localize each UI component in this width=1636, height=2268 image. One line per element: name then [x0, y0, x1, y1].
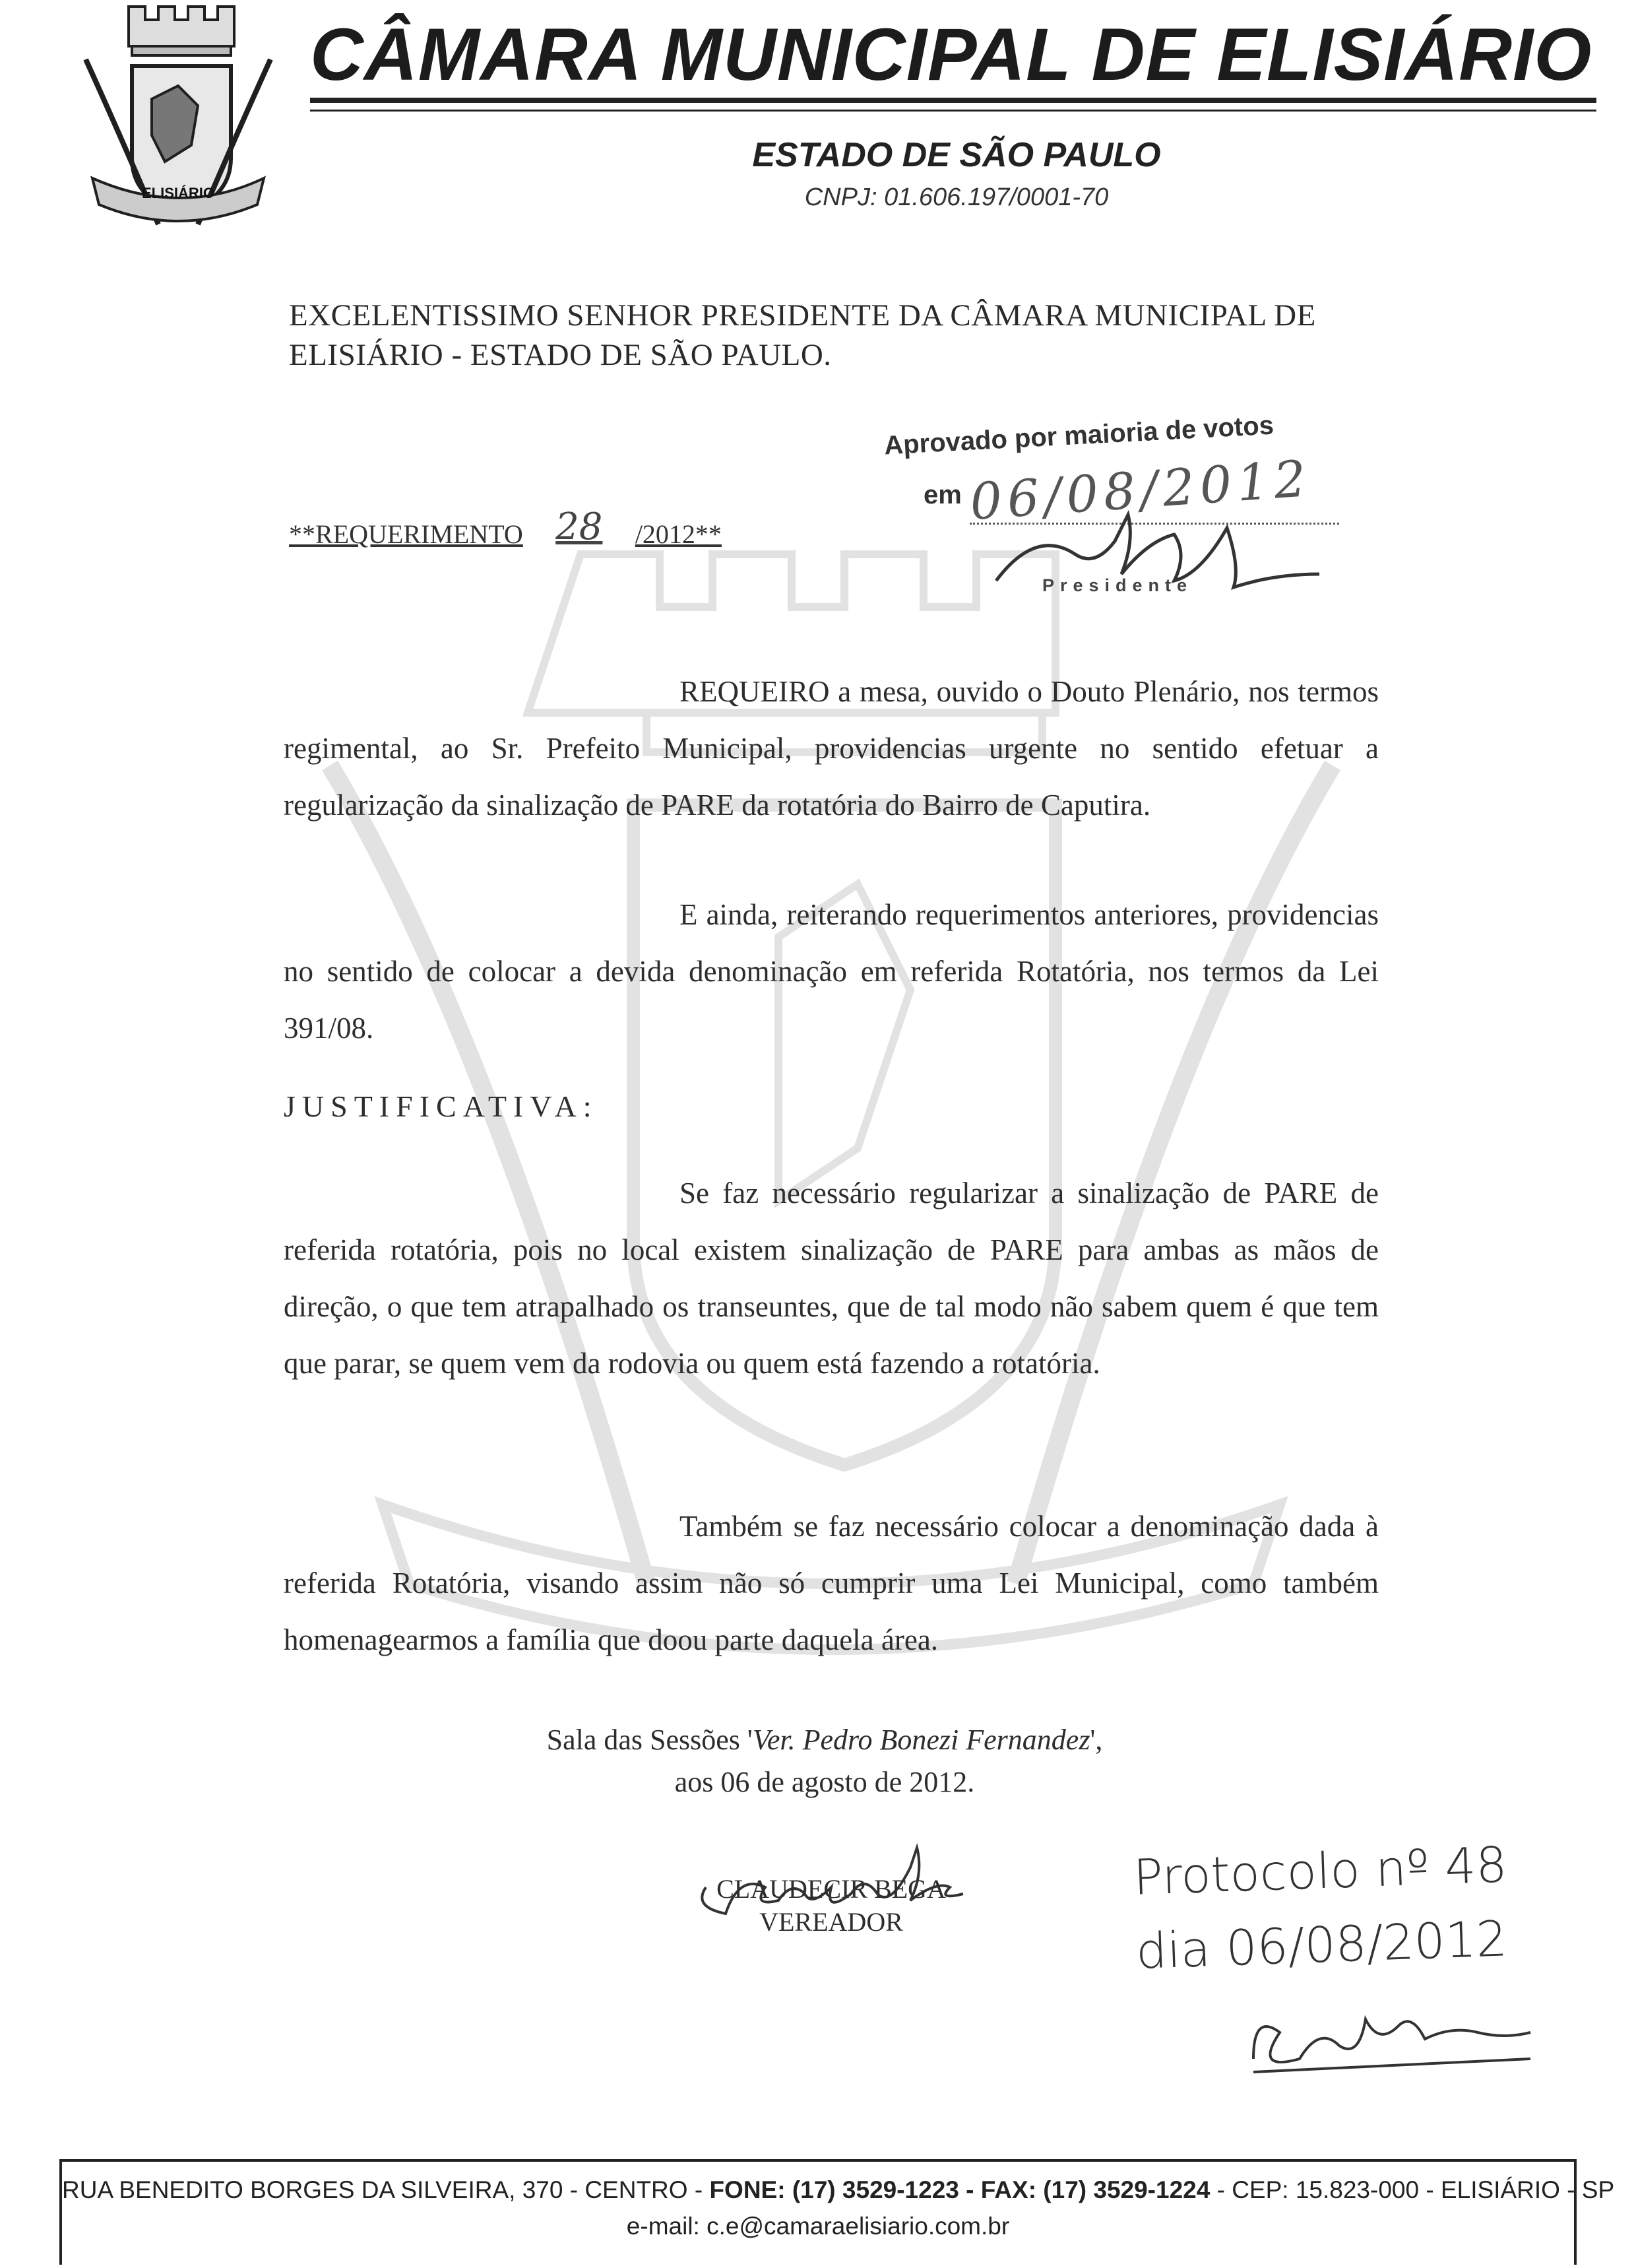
requerimento-suffix: /2012** — [635, 519, 722, 549]
approval-stamp-em: em — [924, 480, 962, 509]
footer-box — [59, 2159, 1577, 2265]
signer-role: VEREADOR — [759, 1907, 903, 1937]
footer-cep: - CEP: 15.823-000 - ELISIÁRIO - SP — [1210, 2176, 1615, 2203]
paragraph-justification: Se faz necessário regularizar a sinalização de PARE de referida rotatória, pois no local existem sinalização de PARE para ambas as mãos de direção, o que tem atrapalhado os transeuntes, que de tal modo não sabem quem é que tem que parar, se quem vem da rodovia ou quem está fazendo a rotatória. — [284, 1177, 1379, 1380]
footer-address-line — [62, 2176, 1615, 2204]
svg-text:ELISIÁRIO: ELISIÁRIO — [141, 185, 215, 201]
header-rule-thick — [310, 98, 1596, 103]
justification-heading: JUSTIFICATIVA: — [284, 1089, 598, 1123]
footer-phones: FONE: (17) 3529-1223 - FAX: (17) 3529-1224 — [709, 2176, 1211, 2203]
protocol-date: dia 06/08/2012 — [1135, 1910, 1509, 1980]
signer-block — [633, 1873, 1029, 1939]
municipal-crest-logo — [66, 0, 284, 238]
paragraph-denomination: Também se faz necessário colocar a denominação dada à referida Rotatória, visando assim não só cumprir uma Lei Municipal, como também homenagearmos a família que doou parte daquela área. — [284, 1510, 1379, 1656]
approval-stamp-date-handwritten: 06/08/2012 — [968, 449, 1313, 531]
protocol-note-handwritten — [1132, 1828, 1511, 1989]
footer-address: RUA BENEDITO BORGES DA SILVEIRA, 370 - CENTRO - — [62, 2176, 710, 2203]
approval-stamp-presidente: Presidente — [1042, 575, 1193, 595]
requerimento-prefix: **REQUERIMENTO — [289, 519, 523, 549]
header-rule-thin — [310, 110, 1596, 112]
addressee-line-1: EXCELENTISSIMO SENHOR PRESIDENTE DA CÂMARA MUNICIPAL DE — [289, 298, 1316, 333]
requerimento-line — [289, 505, 722, 552]
footer-email: e-mail: c.e@camaraelisiario.com.br — [626, 2213, 1010, 2240]
state-subtitle: ESTADO DE SÃO PAULO — [752, 136, 1161, 174]
page-title: CÂMARA MUNICIPAL DE ELISIÁRIO — [310, 13, 1592, 96]
cnpj-line: CNPJ: 01.606.197/0001-70 — [804, 183, 1109, 211]
signer-name: CLAUDECIR BEGA — [716, 1874, 946, 1904]
closing-block — [462, 1719, 1187, 1803]
paragraph-request: REQUEIRO a mesa, ouvido o Douto Plenário, nos termos regimental, ao Sr. Prefeito Municipal, providencias urgente no sentido efetuar a regularização da sinalização de PARE da rotatória do Bairro de Caputira. — [284, 675, 1379, 822]
approval-stamp-text: Aprovado por maioria de votos — [883, 410, 1274, 461]
protocol-number: Protocolo nº 48 — [1132, 1836, 1508, 1906]
addressee-block — [289, 296, 1377, 375]
closing-date-line: aos 06 de agosto de 2012. — [674, 1766, 975, 1798]
protocol-signature-image — [1234, 1980, 1550, 2092]
paragraph-reiteration: E ainda, reiterando requerimentos anteriores, providencias no sentido de colocar a devida denominação em referida Rotatória, nos termos da Lei 391/08. — [284, 898, 1379, 1045]
session-room-line: Sala das Sessões 'Ver. Pedro Bonezi Fernandez', — [546, 1724, 1103, 1756]
requerimento-number-handwritten: 28 — [555, 505, 603, 548]
addressee-line-2: ELISIÁRIO - ESTADO DE SÃO PAULO. — [289, 338, 832, 372]
